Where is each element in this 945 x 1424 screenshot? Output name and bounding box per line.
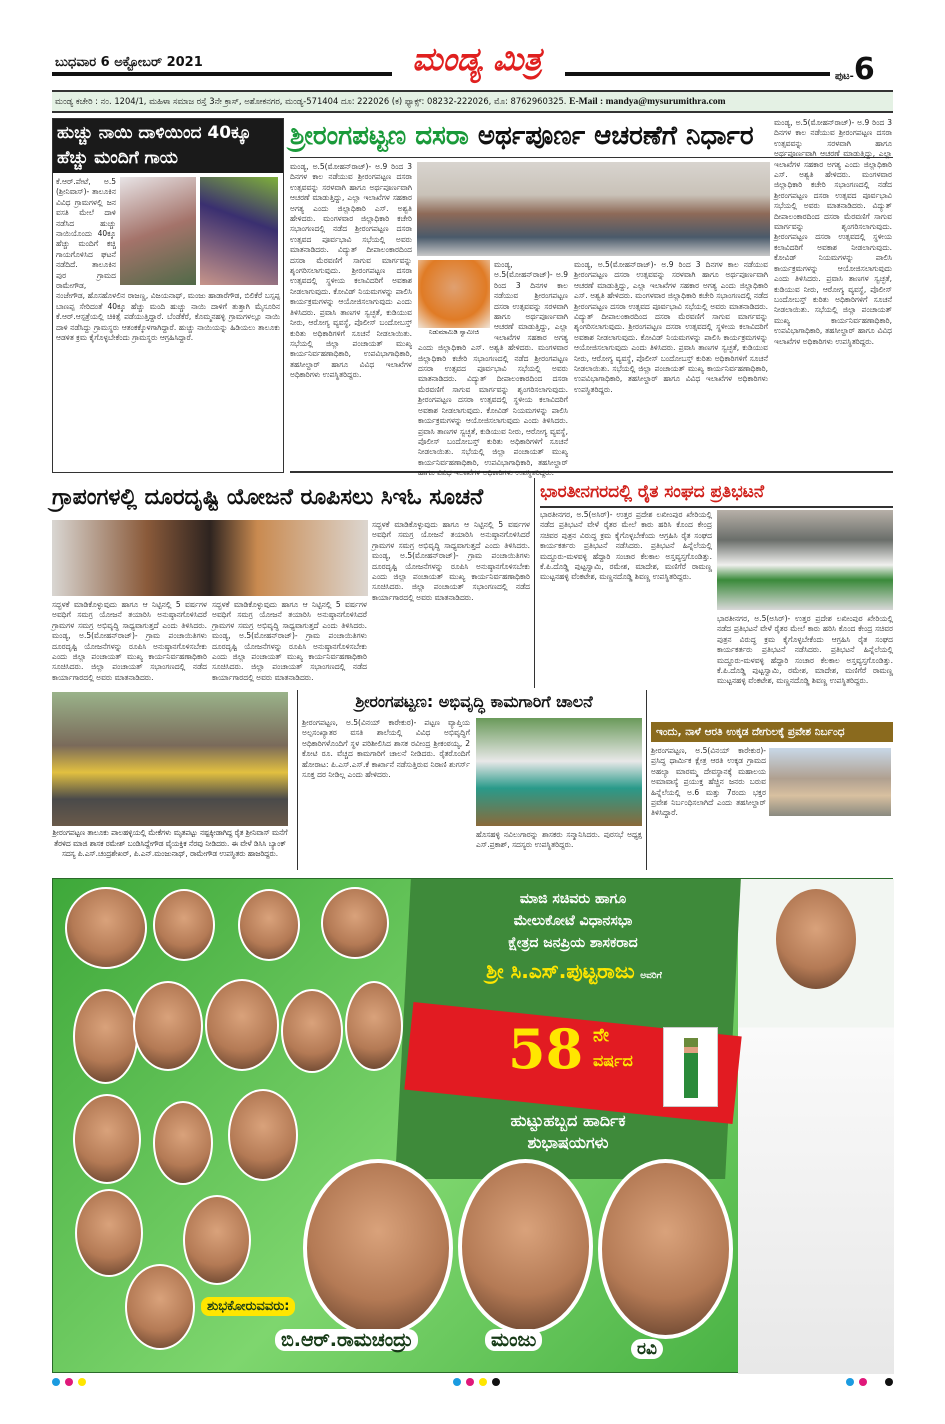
leader-photo [73, 1094, 141, 1184]
headline-green: ಶ್ರೀರಂಗಪಟ್ಟಣ ದಸರಾ [290, 121, 469, 151]
leader-photo [65, 887, 147, 969]
article-body-col2: ಸದ್ಬಳಕೆ ಮಾಡಿಕೊಳ್ಳುವುದು ಹಾಗೂ ಆ ನಿಟ್ಟಿನಲ್ಲಿ 5 ವರ್ಷಗಳ ಅವಧಿಗೆ ಸಮಗ್ರ ಯೋಜನೆ ತಯಾರಿಸಿ ಅನುಷ್ಠಾನಗೊಳಿಸಿದರೆ ಗ್ರಾಮಗಳ ಸಮಗ್ರ ಅಭಿವೃದ್ಧಿ ಸಾಧ್ಯವಾಗುತ್ತದೆ ಎಂದು ತಿಳಿಸಿದರು. ಮಂಡ್ಯ, ಅ.5(ಮೋಹನ್‌ರಾಜ್)- ಗ್ರಾಮ ಪಂಚಾಯಿತಿಗಳು ದೂರದೃಷ್ಟಿ ಯೋಜನೆಗಳನ್ನು ರೂಪಿಸಿ ಅನುಷ್ಠಾನಗೊಳಿಸಬೇಕು ಎಂದು ಜಿಲ್ಲಾ ಪಂಚಾಯತ್ ಮುಖ್ಯ ಕಾರ್ಯನಿರ್ವಹಣಾಧಿಕಾರಿ ಸೂಚಿಸಿದರು. ಜಿಲ್ಲಾ ಪಂಚಾಯತ್ ಸಭಾಂಗಣದಲ್ಲಿ ನಡೆದ ಕಾರ್ಯಾಗಾರದಲ್ಲಿ ಅವರು ಮಾತನಾಡಿದರು. [52, 600, 207, 682]
headline-black: ಅರ್ಥಪೂರ್ಣ ಆಚರಣೆಗೆ ನಿರ್ಧಾರ [477, 121, 754, 151]
masthead-rule-left [52, 72, 392, 76]
article-ceo [52, 478, 535, 688]
swamiji-portrait [418, 260, 490, 328]
page-label: ಪುಟ- [835, 71, 854, 82]
article-headline: ಶ್ರೀರಂಗಪಟ್ಟಣ: ಅಭಿವೃದ್ಧಿ ಕಾಮಗಾರಿಗೆ ಚಾಲನೆ [355, 692, 593, 711]
issue-date: ಬುಧವಾರ 6 ಅಕ್ಟೋಬರ್ 2021 [55, 55, 203, 70]
leader-photo [153, 889, 215, 961]
office-address: ಮಂಡ್ಯ ಕಚೇರಿ : ನಂ. 1204/1, ಮಹಿಳಾ ಸಮಾಜ ರಸ್ತೆ 3ನೇ ಕ್ರಾಸ್, ಅಶೋಕನಗರ, ಮಂಡ್ಯ-571404 ದೂ: 222026 (ಕ) ಫ್ಯಾಕ್ಸ್: 08232-222026, ಮೊ: 8762960325. [55, 96, 567, 106]
wisher-name: ಮಂಜು [485, 1329, 542, 1351]
page-number [835, 52, 875, 87]
page-number-value: 6 [853, 52, 875, 87]
temple-photo [769, 748, 891, 816]
newspaper-logo: ಮಂಡ್ಯ ಮಿತ್ರ [412, 40, 542, 78]
article-body-col3: ಸದ್ಬಳಕೆ ಮಾಡಿಕೊಳ್ಳುವುದು ಹಾಗೂ ಆ ನಿಟ್ಟಿನಲ್ಲಿ 5 ವರ್ಷಗಳ ಅವಧಿಗೆ ಸಮಗ್ರ ಯೋಜನೆ ತಯಾರಿಸಿ ಅನುಷ್ಠಾನಗೊಳಿಸಿದರೆ ಗ್ರಾಮಗಳ ಸಮಗ್ರ ಅಭಿವೃದ್ಧಿ ಸಾಧ್ಯವಾಗುತ್ತದೆ ಎಂದು ತಿಳಿಸಿದರು. ಮಂಡ್ಯ, ಅ.5(ಮೋಹನ್‌ರಾಜ್)- ಗ್ರಾಮ ಪಂಚಾಯಿತಿಗಳು ದೂರದೃಷ್ಟಿ ಯೋಜನೆಗಳನ್ನು ರೂಪಿಸಿ ಅನುಷ್ಠಾನಗೊಳಿಸಬೇಕು ಎಂದು ಜಿಲ್ಲಾ ಪಂಚಾಯತ್ ಮುಖ್ಯ ಕಾರ್ಯನಿರ್ವಹಣಾಧಿಕಾರಿ ಸೂಚಿಸಿದರು. ಜಿಲ್ಲಾ ಪಂಚಾಯತ್ ಸಭಾಂಗಣದಲ್ಲಿ ನಡೆದ ಕಾರ್ಯಾಗಾರದಲ್ಲಿ ಅವರು ಮಾತನಾಡಿದರು. [212, 600, 367, 682]
ad-wish1: ಹುಟ್ಟುಹಬ್ಬದ ಹಾರ್ದಿಕ [510, 1111, 626, 1130]
protest-photo [717, 510, 893, 610]
ad-age-suffix1: ನೇ [593, 1025, 609, 1046]
registration-dot-magenta [65, 1378, 73, 1386]
article-body: ಭಾರತೀನಗರ, ಅ.5(ಅಸಿರ್)- ಉತ್ತರ ಪ್ರದೇಶ ಲಖೀಂಪುರ ಖೇರಿಯಲ್ಲಿ ನಡೆದ ಪ್ರತಿಭಟನೆ ವೇಳೆ ರೈತರ ಮೇಲೆ ಕಾರು ಹರಿಸಿ ಕೊಂದ ಕೇಂದ್ರ ಸಚಿವರ ಪುತ್ರನ ವಿರುದ್ಧ ಕ್ರಮ ಕೈಗೊಳ್ಳಬೇಕೆಂದು ಆಗ್ರಹಿಸಿ ರೈತ ಸಂಘದ ಕಾರ್ಯಕರ್ತರು ಪ್ರತಿಭಟನೆ ನಡೆಸಿದರು. ಪ್ರತಿಭಟನೆ ಹಿನ್ನೆಲೆಯಲ್ಲಿ ಮದ್ದೂರು-ಮಳವಳ್ಳಿ ಹೆದ್ದಾರಿ ಸಂಚಾರ ಕೆಲಕಾಲ ಅಸ್ತವ್ಯಸ್ತಗೊಂಡಿತ್ತು. ಕೆ.ಪಿ.ದೊಡ್ಡಿ ಪುಟ್ಟಸ್ವಾಮಿ, ರಮೇಶ, ಮಾದೇಶ, ಮಣಿಗೆರೆ ರಾಮಣ್ಣ ಮುಟ್ಟನಹಳ್ಳಿ ವೆಂಕಟೇಶ, ಮಣ್ಣನದೊಡ್ಡಿ ಶಿವಣ್ಣ ಉಪಸ್ಥಿತರಿದ್ದರು. [540, 510, 712, 582]
swamiji-portrait-box [418, 260, 490, 337]
leader-photo [133, 981, 203, 1071]
leader-photo [238, 889, 300, 961]
masthead-rule-right [565, 72, 830, 76]
registration-dot-black [885, 1378, 893, 1386]
article-development [297, 690, 647, 870]
photo-caption: ಹೊಸಹಳ್ಳಿ ನವಿಲುಗಾರನ್ನು ಶಾಸಕರು ಸನ್ಮಾನಿಸಿದರು. ಪುರಸಭೆ ಅಧ್ಯಕ್ಷ ಎಸ್.ಪ್ರಕಾಶ್, ಸದಸ್ಯರು ಉಪಸ್ಥಿತರಿದ್ದರು. [476, 830, 642, 850]
article-body-col3: ಮಂಡ್ಯ, ಅ.5(ಮೋಹನ್‌ರಾಜ್)- ಅ.9 ರಿಂದ 3 ದಿನಗಳ ಕಾಲ ನಡೆಯುವ ಶ್ರೀರಂಗಪಟ್ಟಣ ದಸರಾ ಉತ್ಸವವನ್ನು ಸರಳವಾಗಿ ಹಾಗೂ ಅರ್ಥಪೂರ್ಣವಾಗಿ ಆಚರಣೆ ಮಾಡುತ್ತಿದ್ದು, ಎಲ್ಲಾ ಇಲಾಖೆಗಳ ಸಹಕಾರ ಅಗತ್ಯ ಎಂದು ಜಿಲ್ಲಾಧಿಕಾರಿ ಎಸ್. ಅಶ್ವತಿ ಹೇಳಿದರು. ಮಂಗಳವಾರ ಜಿಲ್ಲಾಧಿಕಾರಿ ಕಚೇರಿ ಸಭಾಂಗಣದಲ್ಲಿ ನಡೆದ ಶ್ರೀರಂಗಪಟ್ಟಣ ದಸರಾ ಉತ್ಸವದ ಪೂರ್ವಭಾವಿ ಸಭೆಯಲ್ಲಿ ಅವರು ಮಾತನಾಡಿದರು. ವಿದ್ಯುತ್ ದೀಪಾಲಂಕಾರದಿಂದ ದಸರಾ ಮೆರವಣಿಗೆ ಸಾಗುವ ಮಾರ್ಗವನ್ನು ಶೃಂಗರಿಸಲಾಗುವುದು. ಶ್ರೀರಂಗಪಟ್ಟಣ ದಸರಾ ಉತ್ಸವದಲ್ಲಿ ಸ್ಥಳೀಯ ಕಲಾವಿದರಿಗೆ ಅವಕಾಶ ನೀಡಲಾಗುವುದು. ಕೋವಿಡ್ ನಿಯಮಗಳನ್ನು ಪಾಲಿಸಿ ಕಾರ್ಯಕ್ರಮಗಳನ್ನು ಆಯೋಜಿಸಲಾಗುವುದು ಎಂದು ತಿಳಿಸಿದರು. ಪ್ರವಾಸಿ ತಾಣಗಳ ಸ್ವಚ್ಛತೆ, ಕುಡಿಯುವ ನೀರು, ಆರೋಗ್ಯ ವ್ಯವಸ್ಥೆ, ಪೊಲೀಸ್ ಬಂದೋಬಸ್ತ್ ಕುರಿತು ಅಧಿಕಾರಿಗಳಿಗೆ ಸೂಚನೆ ನೀಡಲಾಯಿತು. ಸಭೆಯಲ್ಲಿ ಜಿಲ್ಲಾ ಪಂಚಾಯತ್ ಮುಖ್ಯ ಕಾರ್ಯನಿರ್ವಹಣಾಧಿಕಾರಿ, ಉಪವಿಭಾಗಾಧಿಕಾರಿ, ತಹಸೀಲ್ದಾರ್ ಹಾಗೂ ವಿವಿಧ ಇಲಾಖೆಗಳ ಅಧಿಕಾರಿಗಳು ಉಪಸ್ಥಿತರಿದ್ದರು. [574, 260, 768, 394]
leader-photo [321, 887, 389, 959]
article-body-col2: ಮಂಡ್ಯ, ಅ.5(ಮೋಹನ್‌ರಾಜ್)- ಅ.9 ರಿಂದ 3 ದಿನಗಳ ಕಾಲ ನಡೆಯುವ ಶ್ರೀರಂಗಪಟ್ಟಣ ದಸರಾ ಉತ್ಸವವನ್ನು ಸರಳವಾಗಿ ಹಾಗೂ ಅರ್ಥಪೂರ್ಣವಾಗಿ ಆಚರಣೆ ಮಾಡುತ್ತಿದ್ದು, ಎಲ್ಲಾ ಇಲಾಖೆಗಳ ಸಹಕಾರ ಅಗತ್ಯ ಎಂದು ಜಿಲ್ಲಾಧಿಕಾರಿ ಎಸ್. ಅಶ್ವತಿ ಹೇಳಿದರು. ಮಂಗಳವಾರ ಜಿಲ್ಲಾಧಿಕಾರಿ ಕಚೇರಿ ಸಭಾಂಗಣದಲ್ಲಿ ನಡೆದ ಶ್ರೀರಂಗಪಟ್ಟಣ ದಸರಾ ಉತ್ಸವದ ಪೂರ್ವಭಾವಿ ಸಭೆಯಲ್ಲಿ ಅವರು ಮಾತನಾಡಿದರು. ವಿದ್ಯುತ್ ದೀಪಾಲಂಕಾರದಿಂದ ದಸರಾ ಮೆರವಣಿಗೆ ಸಾಗುವ ಮಾರ್ಗವನ್ನು ಶೃಂಗರಿಸಲಾಗುವುದು. ಶ್ರೀರಂಗಪಟ್ಟಣ ದಸರಾ ಉತ್ಸವದಲ್ಲಿ ಸ್ಥಳೀಯ ಕಲಾವಿದರಿಗೆ ಅವಕಾಶ ನೀಡಲಾಗುವುದು. ಕೋವಿಡ್ ನಿಯಮಗಳನ್ನು ಪಾಲಿಸಿ ಕಾರ್ಯಕ್ರಮಗಳನ್ನು ಆಯೋಜಿಸಲಾಗುವುದು ಎಂದು ತಿಳಿಸಿದರು. ಪ್ರವಾಸಿ ತಾಣಗಳ ಸ್ವಚ್ಛತೆ, ಕುಡಿಯುವ ನೀರು, ಆರೋಗ್ಯ ವ್ಯವಸ್ಥೆ, ಪೊಲೀಸ್ ಬಂದೋಬಸ್ತ್ ಕುರಿತು ಅಧಿಕಾರಿಗಳಿಗೆ ಸೂಚನೆ ನೀಡಲಾಯಿತು. ಸಭೆಯಲ್ಲಿ ಜಿಲ್ಲಾ ಪಂಚಾಯತ್ ಮುಖ್ಯ ಕಾರ್ಯನಿರ್ವಹಣಾಧಿಕಾರಿ, ಉಪವಿಭಾಗಾಧಿಕಾರಿ, ತಹಸೀಲ್ದಾರ್ ಹಾಗೂ ವಿವಿಧ ಇಲಾಖೆಗಳ ಅಧಿಕಾರಿಗಳು ಉಪಸ್ಥಿತರಿದ್ದರು. [418, 260, 568, 478]
article-body: ಶ್ರೀರಂಗಪಟ್ಟಣ, ಅ.5(ವಿನಯ್ ಕಾರೇಕುರ)- ಪಟ್ಟಣ ವ್ಯಾಪ್ತಿಯ ಅಲ್ಪಸಂಖ್ಯಾತರ ವಸತಿ ಶಾಲೆಯಲ್ಲಿ ವಿವಿಧ ಅಭಿವೃದ್ಧಿಗೆ ಅಧಿಕಾರಿಗಳೊಂದಿಗೆ ಸ್ಥಳ ಪರಿಶೀಲಿಸಿದ ಶಾಸಕ ರವೀಂದ್ರ ಶ್ರೀಕಂಠಯ್ಯ, 2 ಕೋಟಿ ರೂ. ವೆಚ್ಚದ ಕಾಮಗಾರಿಗೆ ಚಾಲನೆ ನೀಡಿದರು. ರೈತರೊಂದಿಗೆ ಹೋರಾಟ: ಪಿ.ಎಸ್.ಎಸ್.ಕೆ ಕಾರ್ಖಾನೆ ನಡೆಸುತ್ತಿರುವ ನಿರಾಣಿ ಶುಗರ್ಸ್ ಸೂಕ್ತ ದರ ನೀಡಿಲ್ಲ ಎಂದು ಹೇಳಿದರು. [302, 718, 470, 780]
registration-dot-yellow [78, 1378, 86, 1386]
registration-dot-yellow [479, 1378, 487, 1386]
registration-dot-magenta [859, 1378, 867, 1386]
ad-line2: ಮೇಲುಕೋಟೆ ವಿಧಾನಸಭಾ [513, 913, 633, 929]
wisher-photo [303, 1159, 453, 1337]
leader-photo [125, 1264, 195, 1350]
portrait-caption: ನಿಡುಮಾಮಿಡಿ ಸ್ವಾಮೀಜಿ [428, 328, 480, 336]
honoree-portrait [738, 879, 894, 1374]
article-headline: ಗ್ರಾಪಂಗಳಲ್ಲಿ ದೂರದೃಷ್ಟಿ ಯೋಜನೆ ರೂಪಿಸಲು ಸಿಇಓ ಸೂಚನೆ [52, 485, 484, 510]
article-body-col2: ಭಾರತೀನಗರ, ಅ.5(ಅಸಿರ್)- ಉತ್ತರ ಪ್ರದೇಶ ಲಖೀಂಪುರ ಖೇರಿಯಲ್ಲಿ ನಡೆದ ಪ್ರತಿಭಟನೆ ವೇಳೆ ರೈತರ ಮೇಲೆ ಕಾರು ಹರಿಸಿ ಕೊಂದ ಕೇಂದ್ರ ಸಚಿವರ ಪುತ್ರನ ವಿರುದ್ಧ ಕ್ರಮ ಕೈಗೊಳ್ಳಬೇಕೆಂದು ಆಗ್ರಹಿಸಿ ರೈತ ಸಂಘದ ಕಾರ್ಯಕರ್ತರು ಪ್ರತಿಭಟನೆ ನಡೆಸಿದರು. ಪ್ರತಿಭಟನೆ ಹಿನ್ನೆಲೆಯಲ್ಲಿ ಮದ್ದೂರು-ಮಳವಳ್ಳಿ ಹೆದ್ದಾರಿ ಸಂಚಾರ ಕೆಲಕಾಲ ಅಸ್ತವ್ಯಸ್ತಗೊಂಡಿತ್ತು. ಕೆ.ಪಿ.ದೊಡ್ಡಿ ಪುಟ್ಟಸ್ವಾಮಿ, ರಮೇಶ, ಮಾದೇಶ, ಮಣಿಗೆರೆ ರಾಮಣ್ಣ ಮುಟ್ಟನಹಳ್ಳಿ ವೆಂಕಟೇಶ, ಮಣ್ಣನದೊಡ್ಡಿ ಶಿವಣ್ಣ ಉಪಸ್ಥಿತರಿದ್ದರು. [717, 614, 893, 686]
leader-photo [345, 981, 403, 1071]
meeting-photo [417, 162, 770, 256]
goat-loss-photo [52, 692, 288, 826]
ad-wish2: ಶುಭಾಷಯಗಳು [527, 1133, 609, 1152]
registration-dot-cyan [453, 1378, 461, 1386]
wisher-photo [458, 1159, 593, 1334]
leader-photo [153, 1101, 213, 1185]
article-body: ಸದ್ಬಳಕೆ ಮಾಡಿಕೊಳ್ಳುವುದು ಹಾಗೂ ಆ ನಿಟ್ಟಿನಲ್ಲಿ 5 ವರ್ಷಗಳ ಅವಧಿಗೆ ಸಮಗ್ರ ಯೋಜನೆ ತಯಾರಿಸಿ ಅನುಷ್ಠಾನಗೊಳಿಸಿದರೆ ಗ್ರಾಮಗಳ ಸಮಗ್ರ ಅಭಿವೃದ್ಧಿ ಸಾಧ್ಯವಾಗುತ್ತದೆ ಎಂದು ತಿಳಿಸಿದರು. ಮಂಡ್ಯ, ಅ.5(ಮೋಹನ್‌ರಾಜ್)- ಗ್ರಾಮ ಪಂಚಾಯಿತಿಗಳು ದೂರದೃಷ್ಟಿ ಯೋಜನೆಗಳನ್ನು ರೂಪಿಸಿ ಅನುಷ್ಠಾನಗೊಳಿಸಬೇಕು ಎಂದು ಜಿಲ್ಲಾ ಪಂಚಾಯತ್ ಮುಖ್ಯ ಕಾರ್ಯನಿರ್ವಹಣಾಧಿಕಾರಿ ಸೂಚಿಸಿದರು. ಜಿಲ್ಲಾ ಪಂಚಾಯತ್ ಸಭಾಂಗಣದಲ್ಲಿ ನಡೆದ ಕಾರ್ಯಾಗಾರದಲ್ಲಿ ಅವರು ಮಾತನಾಡಿದರು. [372, 520, 530, 602]
injury-photo-2 [200, 177, 278, 285]
leader-photo [205, 979, 279, 1071]
photo-caption: ಶ್ರೀರಂಗಪಟ್ಟಣ ತಾಲೂಕು ಪಾಲಹಳ್ಳಿಯಲ್ಲಿ ಮೇಕೆಗಳು ಮೃತಪಟ್ಟು ನಷ್ಟಕ್ಕೀಡಾಗಿದ್ದ ರೈತ ಶ್ರೀನಿವಾಸ್ ಮನೆಗೆ ತೆರಳಿದ ಮಾಜಿ ಶಾಸಕ ರಮೇಶ್ ಬಂಡಿಸಿದ್ದೇಗೌಡ ವೈಯಕ್ತಿಕ ನೆರವು ನೀಡಿದರು. ಈ ವೇಳೆ ಡಿಸಿಸಿ ಬ್ಯಾಂಕ್ ಸದಸ್ಯ ಪಿ.ಎಸ್.ಚಂದ್ರಶೇಖರ್, ಪಿ.ಎನ್.ಮಂಜುನಾಥ್, ರಾಮೇಗೌಡ ಉಪಸ್ಥಿತರು ಹಾಜರಿದ್ದರು. [52, 828, 288, 858]
registration-dot-cyan [846, 1378, 854, 1386]
ad-age: 58 [508, 1017, 584, 1081]
wishers-label: ಶುಭಕೋರುವವರು: [201, 1297, 295, 1316]
article-body-col4: ಮಂಡ್ಯ, ಅ.5(ಮೋಹನ್‌ರಾಜ್)- ಅ.9 ರಿಂದ 3 ದಿನಗಳ ಕಾಲ ನಡೆಯುವ ಶ್ರೀರಂಗಪಟ್ಟಣ ದಸರಾ ಉತ್ಸವವನ್ನು ಸರಳವಾಗಿ ಹಾಗೂ ಅರ್ಥಪೂರ್ಣವಾಗಿ ಆಚರಣೆ ಮಾಡುತ್ತಿದ್ದು, ಎಲ್ಲಾ ಇಲಾಖೆಗಳ ಸಹಕಾರ ಅಗತ್ಯ ಎಂದು ಜಿಲ್ಲಾಧಿಕಾರಿ ಎಸ್. ಅಶ್ವತಿ ಹೇಳಿದರು. ಮಂಗಳವಾರ ಜಿಲ್ಲಾಧಿಕಾರಿ ಕಚೇರಿ ಸಭಾಂಗಣದಲ್ಲಿ ನಡೆದ ಶ್ರೀರಂಗಪಟ್ಟಣ ದಸರಾ ಉತ್ಸವದ ಪೂರ್ವಭಾವಿ ಸಭೆಯಲ್ಲಿ ಅವರು ಮಾತನಾಡಿದರು. ವಿದ್ಯುತ್ ದೀಪಾಲಂಕಾರದಿಂದ ದಸರಾ ಮೆರವಣಿಗೆ ಸಾಗುವ ಮಾರ್ಗವನ್ನು ಶೃಂಗರಿಸಲಾಗುವುದು. ಶ್ರೀರಂಗಪಟ್ಟಣ ದಸರಾ ಉತ್ಸವದಲ್ಲಿ ಸ್ಥಳೀಯ ಕಲಾವಿದರಿಗೆ ಅವಕಾಶ ನೀಡಲಾಗುವುದು. ಕೋವಿಡ್ ನಿಯಮಗಳನ್ನು ಪಾಲಿಸಿ ಕಾರ್ಯಕ್ರಮಗಳನ್ನು ಆಯೋಜಿಸಲಾಗುವುದು ಎಂದು ತಿಳಿಸಿದರು. ಪ್ರವಾಸಿ ತಾಣಗಳ ಸ್ವಚ್ಛತೆ, ಕುಡಿಯುವ ನೀರು, ಆರೋಗ್ಯ ವ್ಯವಸ್ಥೆ, ಪೊಲೀಸ್ ಬಂದೋಬಸ್ತ್ ಕುರಿತು ಅಧಿಕಾರಿಗಳಿಗೆ ಸೂಚನೆ ನೀಡಲಾಯಿತು. ಸಭೆಯಲ್ಲಿ ಜಿಲ್ಲಾ ಪಂಚಾಯತ್ ಮುಖ್ಯ ಕಾರ್ಯನಿರ್ವಹಣಾಧಿಕಾರಿ, ಉಪವಿಭಾಗಾಧಿಕಾರಿ, ತಹಸೀಲ್ದಾರ್ ಹಾಗೂ ವಿವಿಧ ಇಲಾಖೆಗಳ ಅಧಿಕಾರಿಗಳು ಉಪಸ್ಥಿತರಿದ್ದರು. [774, 118, 892, 346]
party-symbol-icon [663, 1027, 718, 1107]
address-strip [52, 90, 893, 113]
honoree-suffix: ಅವರಿಗೆ [640, 971, 662, 981]
email: E-Mail : mandya@mysurumithra.com [569, 97, 726, 107]
registration-dot-magenta [466, 1378, 474, 1386]
leader-photo [281, 989, 343, 1073]
injury-photo-1 [120, 177, 196, 285]
registration-dot-black [492, 1378, 500, 1386]
article-farmers-protest [540, 478, 893, 613]
article-body-col2-wrap [418, 260, 568, 478]
leader-photo [228, 1089, 298, 1181]
ad-line3: ಕ್ಷೇತ್ರದ ಜನಪ್ರಿಯ ಶಾಸಕರಾದ [508, 935, 638, 951]
registration-dot-cyan [52, 1378, 60, 1386]
ad-honoree-name [413, 959, 735, 983]
ad-age-suffix2: ವರ್ಷದ [593, 1051, 633, 1070]
article-headline: ಇಂದು, ನಾಳೆ ಆರತಿ ಉಕ್ಕಡ ದೇಗುಲಕ್ಕೆ ಪ್ರವೇಶ ನಿರ್ಬಂಧ [651, 722, 893, 742]
article-dog-attack [52, 118, 284, 473]
wisher-photo [598, 1159, 733, 1339]
ad-line1: ಮಾಜಿ ಸಚಿವರು ಹಾಗೂ [519, 891, 627, 907]
article-body-wrap [56, 177, 280, 469]
article-headline: ಭಾರತೀನಗರದಲ್ಲಿ ರೈತ ಸಂಘದ ಪ್ರತಿಭಟನೆ [540, 478, 893, 508]
inauguration-photo [476, 718, 642, 826]
honoree-name: ಶ್ರೀ ಸಿ.ಎಸ್.ಪುಟ್ಟರಾಜು [486, 959, 635, 983]
leader-photo [73, 989, 138, 1084]
article-headline: ಹುಚ್ಚು ನಾಯಿ ದಾಳಿಯಿಂದ 40ಕ್ಕೂ ಹೆಚ್ಚು ಮಂದಿಗೆ ಗಾಯ [53, 119, 283, 173]
birthday-advertisement [52, 878, 893, 1373]
article-temple [651, 722, 893, 870]
injury-photos [120, 177, 280, 287]
leader-photo [183, 1195, 251, 1285]
leader-photo [75, 1189, 143, 1277]
article-body: ಮಂಡ್ಯ, ಅ.5(ಮೋಹನ್‌ರಾಜ್)- ಅ.9 ರಿಂದ 3 ದಿನಗಳ ಕಾಲ ನಡೆಯುವ ಶ್ರೀರಂಗಪಟ್ಟಣ ದಸರಾ ಉತ್ಸವವನ್ನು ಸರಳವಾಗಿ ಹಾಗೂ ಅರ್ಥಪೂರ್ಣವಾಗಿ ಆಚರಣೆ ಮಾಡುತ್ತಿದ್ದು, ಎಲ್ಲಾ ಇಲಾಖೆಗಳ ಸಹಕಾರ ಅಗತ್ಯ ಎಂದು ಜಿಲ್ಲಾಧಿಕಾರಿ ಎಸ್. ಅಶ್ವತಿ ಹೇಳಿದರು. ಮಂಗಳವಾರ ಜಿಲ್ಲಾಧಿಕಾರಿ ಕಚೇರಿ ಸಭಾಂಗಣದಲ್ಲಿ ನಡೆದ ಶ್ರೀರಂಗಪಟ್ಟಣ ದಸರಾ ಉತ್ಸವದ ಪೂರ್ವಭಾವಿ ಸಭೆಯಲ್ಲಿ ಅವರು ಮಾತನಾಡಿದರು. ವಿದ್ಯುತ್ ದೀಪಾಲಂಕಾರದಿಂದ ದಸರಾ ಮೆರವಣಿಗೆ ಸಾಗುವ ಮಾರ್ಗವನ್ನು ಶೃಂಗರಿಸಲಾಗುವುದು. ಶ್ರೀರಂಗಪಟ್ಟಣ ದಸರಾ ಉತ್ಸವದಲ್ಲಿ ಸ್ಥಳೀಯ ಕಲಾವಿದರಿಗೆ ಅವಕಾಶ ನೀಡಲಾಗುವುದು. ಕೋವಿಡ್ ನಿಯಮಗಳನ್ನು ಪಾಲಿಸಿ ಕಾರ್ಯಕ್ರಮಗಳನ್ನು ಆಯೋಜಿಸಲಾಗುವುದು ಎಂದು ತಿಳಿಸಿದರು. ಪ್ರವಾಸಿ ತಾಣಗಳ ಸ್ವಚ್ಛತೆ, ಕುಡಿಯುವ ನೀರು, ಆರೋಗ್ಯ ವ್ಯವಸ್ಥೆ, ಪೊಲೀಸ್ ಬಂದೋಬಸ್ತ್ ಕುರಿತು ಅಧಿಕಾರಿಗಳಿಗೆ ಸೂಚನೆ ನೀಡಲಾಯಿತು. ಸಭೆಯಲ್ಲಿ ಜಿಲ್ಲಾ ಪಂಚಾಯತ್ ಮುಖ್ಯ ಕಾರ್ಯನಿರ್ವಹಣಾಧಿಕಾರಿ, ಉಪವಿಭಾಗಾಧಿಕಾರಿ, ತಹಸೀಲ್ದಾರ್ ಹಾಗೂ ವಿವಿಧ ಇಲಾಖೆಗಳ ಅಧಿಕಾರಿಗಳು ಉಪಸ್ಥಿತರಿದ್ದರು. [290, 162, 412, 380]
article-body: ಶ್ರೀರಂಗಪಟ್ಟಣ, ಅ.5(ವಿನಯ್ ಕಾರೇಕುರ)- ಪ್ರಸಿದ್ಧ ಧಾರ್ಮಿಕ ಕ್ಷೇತ್ರ ಆರತಿ ಉಕ್ಕಡ ಗ್ರಾಮದ ಅಹಲ್ಯಾ ಮಾರಮ್ಮ ದೇವಸ್ಥಾನಕ್ಕೆ ಮಹಾಲಯ ಅಮಾವಾಸ್ಯೆ ಪ್ರಯುಕ್ತ ಹೆಚ್ಚಿನ ಜನರು ಬರುವ ಹಿನ್ನೆಲೆಯಲ್ಲಿ ಅ.6 ಮತ್ತು 7ರಂದು ಭಕ್ತರ ಪ್ರವೇಶ ನಿರ್ಬಂಧಿಸಲಾಗಿದೆ ಎಂದು ತಹಸೀಲ್ದಾರ್ ತಿಳಿಸಿದ್ದಾರೆ. [651, 746, 766, 818]
wisher-name: ರವಿ [631, 1339, 663, 1359]
wisher-name: ಬಿ.ಆರ್.ರಾಮಚಂದ್ರು [275, 1329, 418, 1351]
article-dasara [290, 118, 893, 478]
article-body: ಕೆ.ಆರ್.ಪೇಟೆ, ಅ.5 (ಶ್ರೀನಿವಾಸ್)- ತಾಲೂಕಿನ ವಿವಿಧ ಗ್ರಾಮಗಳಲ್ಲಿ ಜನ ವಸತಿ ಮೇಲೆ ದಾಳಿ ನಡೆಸಿದ ಹುಚ್ಚು ನಾಯಿಯೊಂದು 40ಕ್ಕೂ ಹೆಚ್ಚು ಮಂದಿಗೆ ಕಚ್ಚಿ ಗಾಯಗೊಳಿಸಿದ ಘಟನೆ ನಡೆದಿದೆ. ತಾಲೂಕಿನ ಪುರ ಗ್ರಾಮದ ರಾಮೇಗೌಡ, ನಂಜೇಗೌಡ, ಹೊಸಹೊಳಲಿನ ರಾಜಣ್ಣ, ವಿಜಯನಾಥ್, ಮಂಜು ಹಾಡಾರೆಗೌಡ, ಬಿಲಿಕೆರೆ ಬಸ್ಸಪ್ಪ ಬಾಣಪ್ಪ ಸೇರಿದಂತೆ 40ಕ್ಕೂ ಹೆಚ್ಚು ಮಂದಿ ಹುಚ್ಚು ನಾಯಿ ದಾಳಿಗೆ ತುತ್ತಾಗಿ ಮೈಸೂರಿನ ಕೆ.ಆರ್.ಆಸ್ಪತ್ರೆಯಲ್ಲಿ ಚಿಕಿತ್ಸೆ ಪಡೆಯುತ್ತಿದ್ದಾರೆ. ಬೆಂಡೆಕೆರೆ, ಕೊಮ್ಮನಹಳ್ಳಿ ಗ್ರಾಮಗಳಲ್ಲೂ ನಾಯಿ ದಾಳಿ ನಡೆಸಿದ್ದು ಗ್ರಾಮಸ್ಥರು ಆತಂಕಕ್ಕೊಳಗಾಗಿದ್ದಾರೆ. ಹುಚ್ಚು ನಾಯಿಯನ್ನು ಹಿಡಿಯಲು ತಾಲೂಕು ಆಡಳಿತ ಕ್ರಮ ಕೈಗೊಳ್ಳಬೇಕೆಂದು ಗ್ರಾಮಸ್ಥರು ಆಗ್ರಹಿಸಿದ್ದಾರೆ. [56, 177, 280, 343]
ceo-meeting-photo [52, 520, 368, 596]
